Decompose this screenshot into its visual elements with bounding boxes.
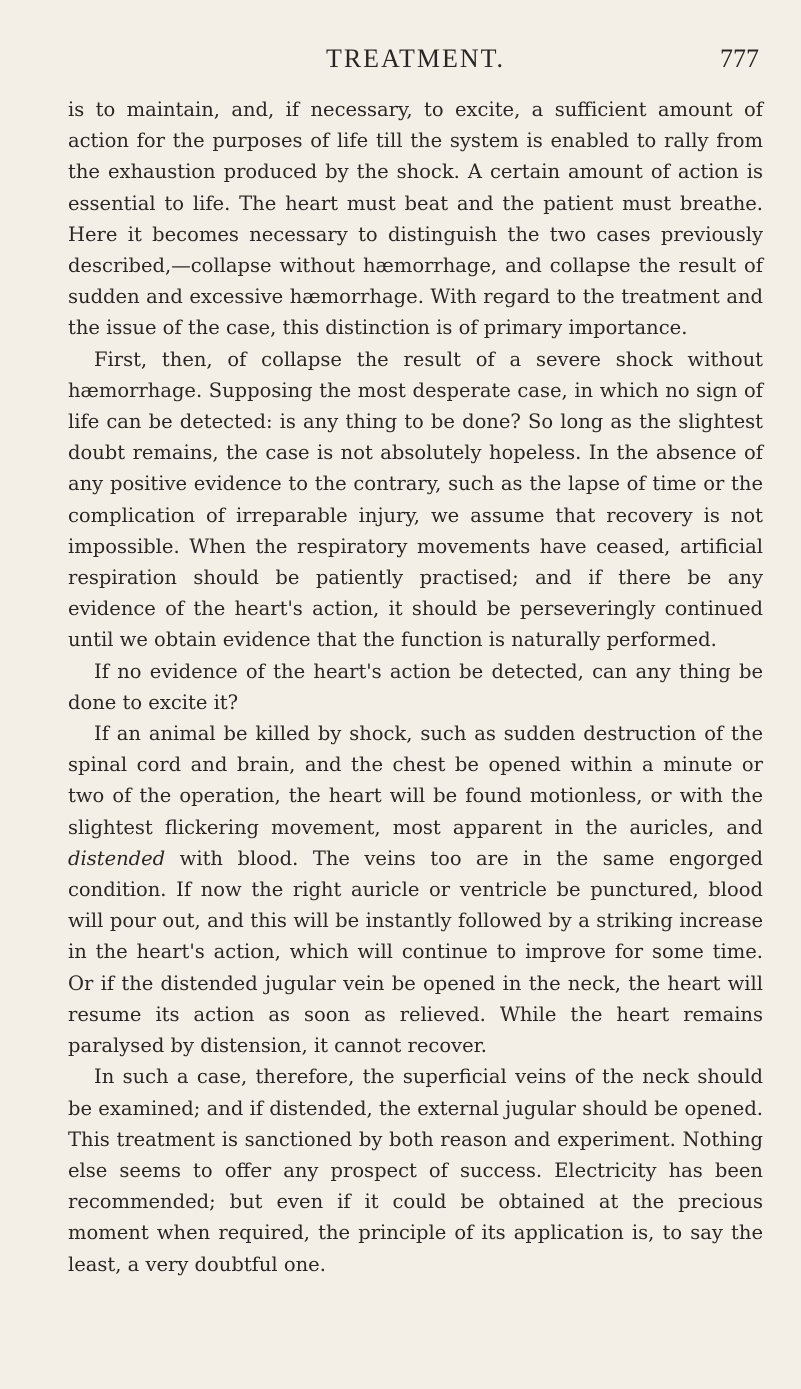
paragraph-text: If an animal be killed by shock, such as sudden destruction of the spinal cord and brain, and the chest be opened within a minute or two of the operation, the heart will be found motionless, or with the slightest flickering movement, most apparent in the auricles, and [68,722,763,839]
paragraph: In such a case, therefore, the superficial veins of the neck should be examined; and if distended, the external jugular should be opened. This treatment is sanctioned by both reason and experiment. Nothing else seems to offer any prospect of success. Electricity has been recommended; but even if it could be obtained at the precious moment when required, the principle of its application is, to say the least, a very doubtful one. [68,1065,763,1276]
running-head [68,44,763,80]
paragraph [68,718,763,1061]
paragraph: If no evidence of the heart's action be detected, can any thing be done to excite it? [68,659,763,714]
paragraph-continued: is to maintain, and, if necessary, to excite, a sufficient amount of action for the purposes of life till the system is enabled to rally from the exhaustion produced by the shock. A certain amount of action is essential to life. The heart must beat and the patient must breathe. Here it becomes necessary to distinguish the two cases previously described,—collapse without hæmorrhage, and collapse the result of sudden and excessive hæmorrhage. With regard to the treatment and the issue of the case, this distinction is of primary importance. [68,98,763,340]
page-number: 777 [720,44,759,73]
paragraph: First, then, of collapse the result of a severe shock without hæmorrhage. Supposing the most desperate case, in which no sign of life can be detected: is any thing to be done? So long as the slightest doubt remains, the case is not absolutely hopeless. In the absence of any positive evidence to the contrary, such as the lapse of time or the complication of irreparable injury, we assume that recovery is not impossible. When the respiratory movements have ceased, artificial respiration should be patiently practised; and if there be any evidence of the heart's action, it should be perseveringly continued until we obtain evidence that the function is naturally performed. [68,347,763,652]
running-title: TREATMENT. [325,44,506,73]
text-body [68,94,763,1280]
italic-word: distended [68,846,166,870]
paragraph-text: with blood. The veins too are in the same engorged condition. If now the right auricle or ventricle be punctured, blood will pour out, and this will be instantly followed by a striking increase in the heart's action, which will continue to improve for some time. Or if the distended jugular vein be opened in the neck, the heart will resume its action as soon as relieved. While the heart remains paralysed by distension, it cannot recover. [68,846,763,1058]
